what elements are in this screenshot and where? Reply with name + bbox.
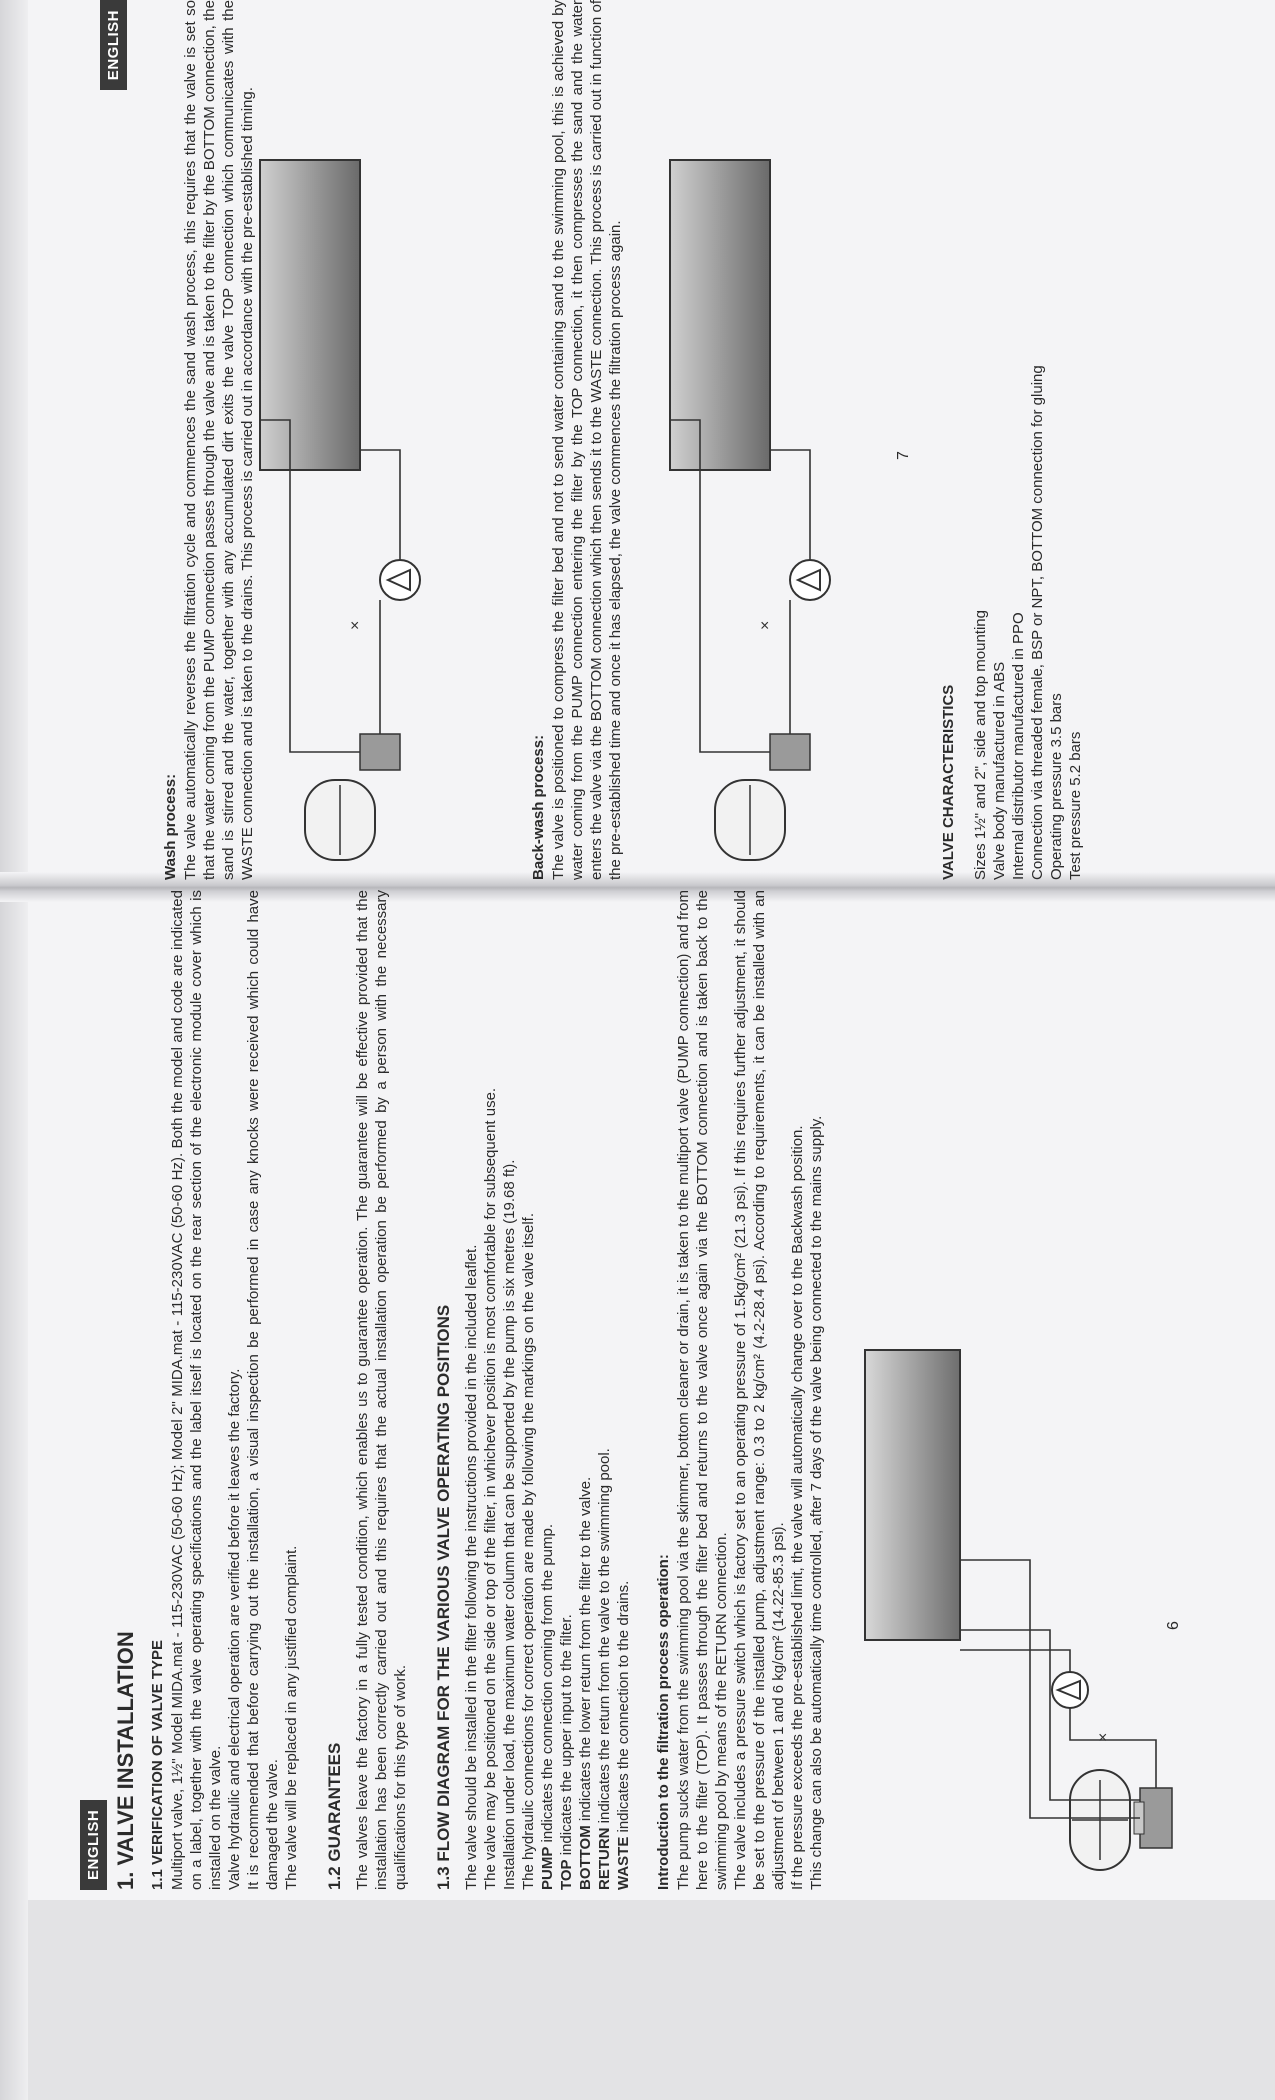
swimming-pool-icon <box>260 160 360 470</box>
paragraph: The valve is positioned to compress the filter bed and not to send water containing sand to the swimming pool, this is achieved by water coming from the PUMP connection entering the filter by the TOP connection, it then compresses the sand and the water enters the valve via the BOTTOM connection which then sends it to the WASTE connection. This process is carried out in function of the pre-established time and once it has elapsed, the valve commences the filtration process again. <box>550 0 624 880</box>
multiport-valve-icon <box>770 734 810 770</box>
paragraph: The hydraulic connections for correct operation are made by following the markings on the valve itself. <box>520 1212 537 1890</box>
definition-return: RETURN indicates the return from the valve to the swimming pool. <box>596 1448 613 1890</box>
page-6-content <box>80 890 1200 1890</box>
multiport-valve-icon <box>360 734 400 770</box>
heading-valve-characteristics: VALVE CHARACTERISTICS <box>940 684 957 880</box>
language-tag: ENGLISH <box>100 0 127 90</box>
page-number: 6 <box>1165 1621 1182 1630</box>
paragraph: It is recommended that before carrying out the installation, a visual inspection be performed in case any knocks were received which could have damaged the valve. <box>245 890 281 1890</box>
filter-tank-icon <box>305 780 375 860</box>
svg-text:×: × <box>1095 1732 1112 1742</box>
definition-waste: WASTE indicates the connection to the drains. <box>615 1580 632 1890</box>
paragraph: This change can also be automatically time controlled, after 7 days of the valve being connected to the mains supply. <box>808 1115 825 1890</box>
paragraph: Multiport valve, 1½" Model MIDA.mat - 115-230VAC (50-60 Hz); Model 2" MIDA.mat - 115-230VAC (50-60 Hz). Both the model and code are indicated on a label, together with the valve operating specifications and the label itself is located on the rear section of the electronic module cover which is installed on the valve. <box>169 890 224 1890</box>
heading-filtration-intro: Introduction to the filtration process operation: <box>655 1554 672 1890</box>
heading-flow-diagram: 1.3 FLOW DIAGRAM FOR THE VARIOUS VALVE OPERATING POSITIONS <box>434 1304 453 1890</box>
paragraph: The valve will be replaced in any justified complaint. <box>283 1545 300 1890</box>
filter-tank-icon <box>715 780 785 860</box>
characteristics-list <box>971 0 1085 880</box>
paragraph: The valve automatically reverses the filtration cycle and commences the sand wash process, this requires that the valve is set so that the water coming from the PUMP connection passes through the valve and is taken to the filter by the BOTTOM connection, the sand is stirred and the water, together with any accumulated dirt exits the valve TOP connection which communicates with the WASTE connection and is taken to the drains. This process is carried out in accordance with the pre-established timing. <box>182 0 256 880</box>
list-item: Test pressure 5.2 bars <box>1067 731 1084 880</box>
definition-top: TOP indicates the upper input to the filter. <box>558 1614 575 1890</box>
language-tag: ENGLISH <box>80 1800 107 1890</box>
pump-icon <box>1052 1672 1088 1708</box>
swimming-pool-icon <box>670 160 770 470</box>
paragraph: Installation under load, the maximum water column that can be supported by the pump is six metres (19.68 ft). <box>501 1159 518 1890</box>
pump-icon <box>380 560 420 600</box>
svg-text:×: × <box>757 620 774 630</box>
filter-tank-icon <box>1070 1770 1130 1870</box>
page-7-content <box>100 0 1230 880</box>
svg-text:×: × <box>347 620 364 630</box>
backwash-flow-diagram <box>660 0 860 880</box>
paragraph: The valve should be installed in the filter following the instructions provided in the included leaflet. <box>463 1244 480 1890</box>
list-item: Valve body manufactured in ABS <box>991 661 1008 880</box>
heading-guarantees: 1.2 GUARANTEES <box>325 1742 344 1890</box>
wash-flow-diagram <box>250 0 450 880</box>
definition-bottom: BOTTOM indicates the lower return from the filter to the valve. <box>577 1476 594 1890</box>
paragraph: The valves leave the factory in a fully tested condition, which enables us to guarantee operation. The guarantee will be effective provided that the installation has been correctly carried out and this requires that the actual installation operation be performed by a person with the necessary qualifications for this type of work. <box>354 890 409 1890</box>
pump-icon <box>790 560 830 600</box>
heading-backwash: Back-wash process: <box>530 734 547 880</box>
list-item: Sizes 1½" and 2", side and top mounting <box>972 610 989 880</box>
filtration-flow-diagram <box>850 1330 1180 1890</box>
list-item: Internal distributor manufactured in PPO <box>1010 612 1027 880</box>
heading-verification: 1.1 VERIFICATION OF VALVE TYPE <box>149 1639 166 1890</box>
paragraph: The valve includes a pressure switch which is factory set to an operating pressure of 1.5kg/cm² (21.3 psi). If this requires further adjustment, it should be set to the pressure of the installed pump, adjustment range: 0.3 to 2 kg/cm² (4.2-28.4 psi). According to requirements, it can be installed with an adjustment of between 1 and 6 kg/cm² (14.22-85.3 psi). <box>732 890 787 1890</box>
scan-edge <box>0 0 28 2100</box>
page-number: 7 <box>895 451 912 460</box>
list-item: Operating pressure 3.5 bars <box>1048 693 1065 880</box>
paragraph: The pump sucks water from the swimming pool via the skimmer, bottom cleaner or drain, it is taken to the multiport valve (PUMP connection) and from here to the filter (TOP). It passes through the filter bed and returns to the valve once again via the BOTTOM connection and is taken back to the swimming pool by means of the RETURN connection. <box>675 890 730 1890</box>
definition-pump: PUMP indicates the connection coming from the pump. <box>539 1523 556 1890</box>
swimming-pool-icon <box>865 1350 960 1640</box>
paragraph: Valve hydraulic and electrical operation are verified before it leaves the factory. <box>226 1368 243 1890</box>
paragraph: If the pressure exceeds the pre-established limit, the valve will automatically change over to the Backwash position. <box>789 1125 806 1890</box>
list-item: Connection via threaded female, BSP or NPT, BOTTOM connection for gluing <box>1029 365 1046 880</box>
heading-wash: Wash process: <box>162 773 179 880</box>
section-title: 1. VALVE INSTALLATION <box>113 1631 138 1890</box>
paragraph: The valve may be positioned on the side or top of the filter, in whichever position is most comfortable for subsequent use. <box>482 1087 499 1890</box>
